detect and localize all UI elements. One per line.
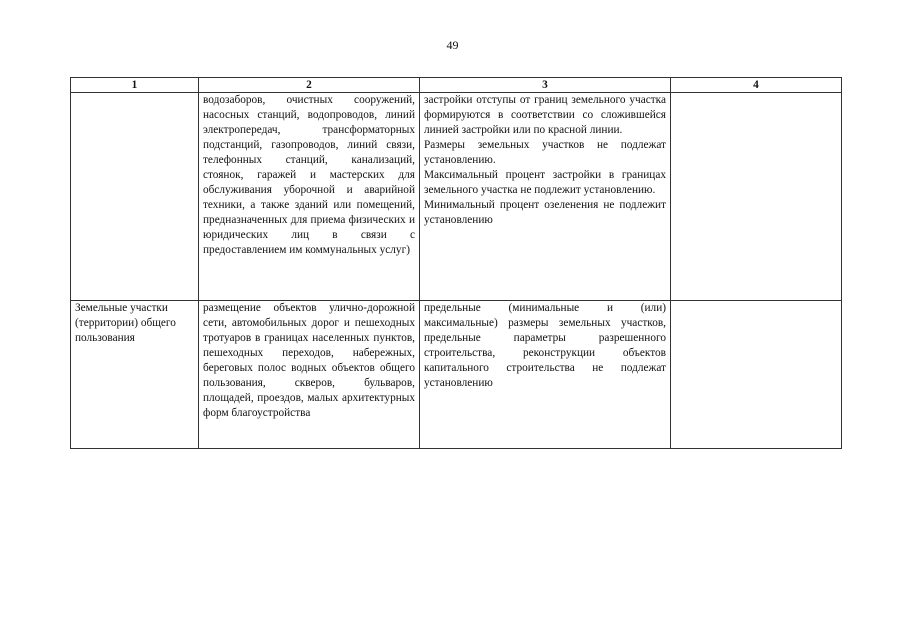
- row2-col3-para: предельные (минимальные и (или) максимальные) размеры земельных участков, предельные параметры разрешенного строительства, реконструкции объектов капитального строительства не подлежат установлению: [424, 302, 666, 389]
- row1-col3-para: Минимальный процент озеленения не подлежит установлению: [424, 199, 666, 226]
- header-col-3: 3: [420, 78, 671, 93]
- row1-col3-para: застройки отступы от границ земельного участка формируются в соответствии со сложившейся линией застройки или по красной линии.: [424, 94, 666, 136]
- table-header: [71, 78, 842, 93]
- row1-col3-para: Размеры земельных участков не подлежат установлению.: [424, 139, 666, 166]
- row1-col3-para: Максимальный процент застройки в границах земельного участка не подлежит установлению.: [424, 169, 666, 196]
- header-row: [71, 78, 842, 93]
- row2-col4: [671, 301, 842, 449]
- page-number: 49: [446, 38, 459, 52]
- row2-col1: Земельные участки (территории) общего пользования: [71, 301, 199, 449]
- row1-col4: [671, 93, 842, 301]
- header-col-1: 1: [71, 78, 199, 93]
- row1-col1: [71, 93, 199, 301]
- header-col-4: 4: [671, 78, 842, 93]
- table-body: [71, 93, 842, 449]
- table-row: [71, 93, 842, 301]
- header-col-2: 2: [199, 78, 420, 93]
- row1-col3: [420, 93, 671, 301]
- row1-col2: водозаборов, очистных сооружений, насосных станций, водопроводов, линий электропередач, трансформаторных подстанций, газопроводов, линий связи, телефонных станций, канализаций, стоянок, гаражей и мастерских для обслуживания уборочной и аварийной техники, а также зданий или помещений, предназначенных для приема физических и юридических лиц в связи с предоставлением им коммунальных услуг): [199, 93, 420, 301]
- row2-col3: [420, 301, 671, 449]
- row2-col2: размещение объектов улично-дорожной сети, автомобильных дорог и пешеходных тротуаров в границах населенных пунктов, пешеходных переходов, набережных, береговых полос водных объектов общего пользования, скверов, бульваров, площадей, проездов, малых архитектурных форм благоустройства: [199, 301, 420, 449]
- zoning-table: [70, 77, 842, 449]
- table-row: [71, 301, 842, 449]
